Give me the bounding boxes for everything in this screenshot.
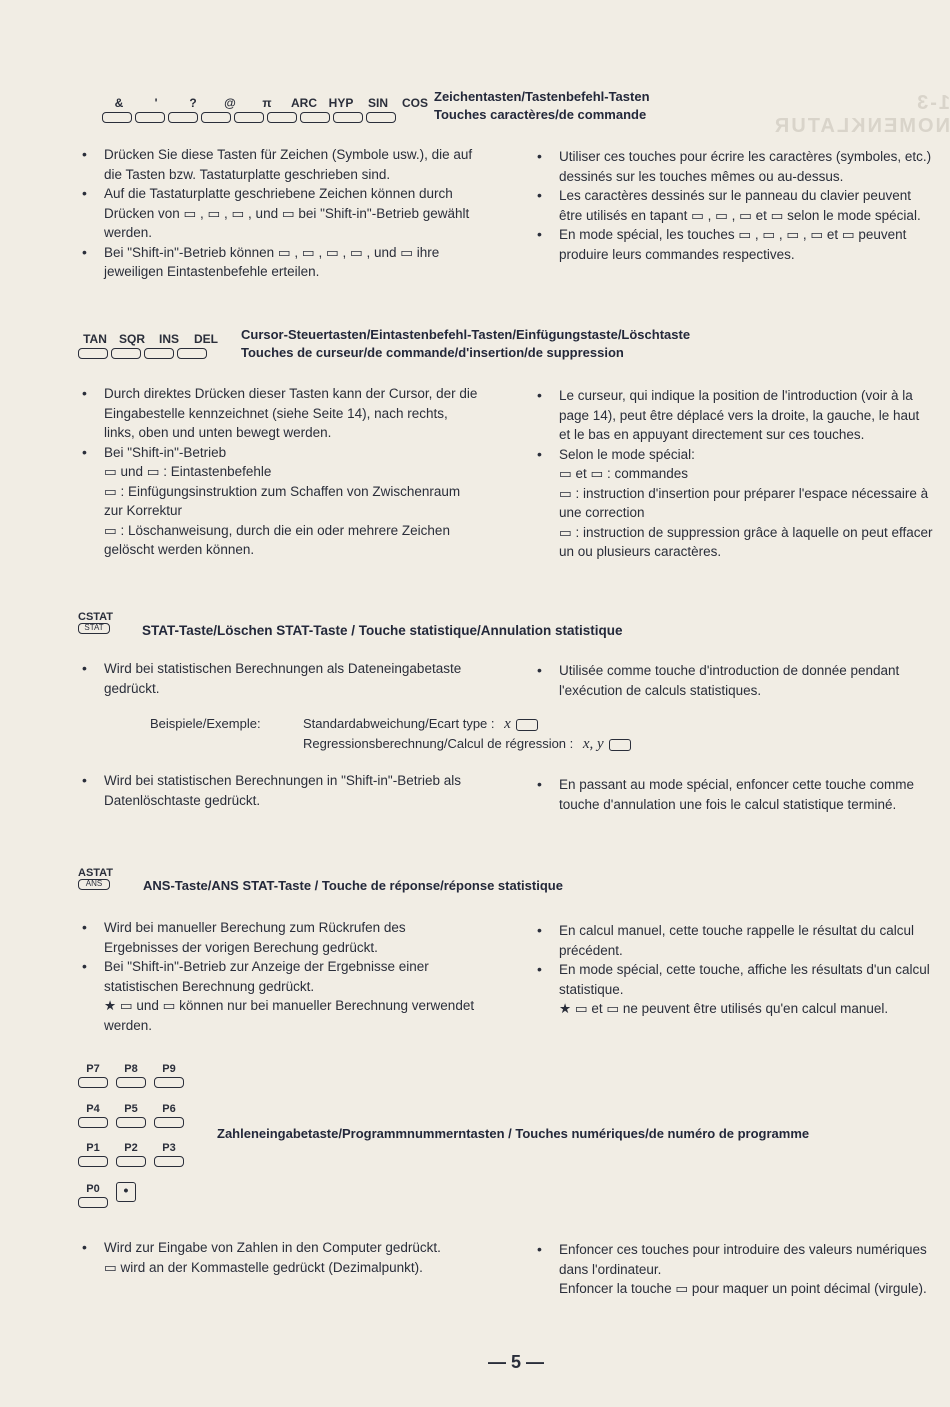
bullet-item: • Durch direktes Drücken dieser Tasten kann der Cursor, der die Eingabestelle kennzeichnet (siehe Seite 14), nach rechts, links, oben und unten bewegt werden. xyxy=(80,384,482,443)
cursor-key-row xyxy=(78,348,223,359)
key-p0 xyxy=(78,1183,108,1208)
ans-key-icon: ANS xyxy=(78,879,110,890)
key-icon xyxy=(116,1077,146,1088)
bullet-item: • Wird zur Eingabe von Zahlen in den Computer gedrückt. xyxy=(80,1238,482,1258)
sub-item: Enfoncer la touche ▭ pour maquer un point décimal (virgule). xyxy=(559,1281,927,1296)
bullet-item: • En calcul manuel, cette touche rappelle le résultat du calcul précédent. xyxy=(535,921,933,960)
key-label: HYP xyxy=(328,96,354,110)
bullet-item: • En mode spécial, les touches ▭ , ▭ , ▭ , ▭ et ▭ peuvent produire leurs commandes respectives. xyxy=(535,225,933,264)
key-icon xyxy=(78,1156,108,1167)
sec2-german-column xyxy=(80,384,482,560)
section-title-fr: Touches caractères/de commande xyxy=(434,107,647,122)
key-icon xyxy=(102,112,132,123)
key-icon xyxy=(78,348,108,359)
key-p6 xyxy=(154,1103,184,1128)
sec1-french-column xyxy=(535,147,933,264)
key-icon xyxy=(144,348,174,359)
key-icon xyxy=(234,112,264,123)
key-label: @ xyxy=(224,96,236,110)
key-top-label: CSTAT xyxy=(78,611,114,623)
example-variable: x xyxy=(504,716,511,732)
key-top-label: ASTAT xyxy=(78,867,114,879)
key-label: INS xyxy=(158,332,179,346)
bullet-item: • Selon le mode spécial: xyxy=(535,445,933,465)
key-label: P3 xyxy=(162,1142,176,1154)
key-label: P1 xyxy=(86,1142,100,1154)
section-title-de: Zeichentasten/Tastenbefehl-Tasten xyxy=(434,89,650,104)
key-icon xyxy=(333,112,363,123)
section-title: Zahleneingabetaste/Programmnummerntasten / Touches numériques/de numéro de programme xyxy=(217,1126,810,1141)
sec4-french-column xyxy=(535,921,933,1019)
key-label: P5 xyxy=(124,1103,138,1115)
bullet-item: • En mode spécial, cette touche, affiche les résultats d'un calcul statistique. xyxy=(535,960,933,999)
key-icon xyxy=(154,1156,184,1167)
key-label: ? xyxy=(189,96,197,110)
sec2-french-column xyxy=(535,386,933,562)
key-label: P7 xyxy=(86,1063,100,1075)
key-p2 xyxy=(116,1142,146,1167)
sec3-german-p2 xyxy=(80,771,482,810)
key-icon xyxy=(78,1117,108,1128)
sub-item: ▭ et ▭ : commandes xyxy=(559,466,689,481)
key-p5 xyxy=(116,1103,146,1128)
page-number: — 5 — xyxy=(488,1352,545,1372)
note-item: ★ ▭ et ▭ ne peuvent être utilisés qu'en calcul manuel. xyxy=(559,1001,889,1016)
bullet-item: • Enfoncer ces touches pour introduire des valeurs numériques dans l'ordinateur. xyxy=(535,1240,933,1279)
key-icon xyxy=(116,1156,146,1167)
sec5-german-column xyxy=(80,1238,482,1277)
sec5-french-column xyxy=(535,1240,933,1299)
key-p9 xyxy=(154,1063,184,1088)
key-label: P8 xyxy=(124,1063,138,1075)
key-label: & xyxy=(114,96,124,110)
cursor-keys-group xyxy=(78,332,223,359)
key-p8 xyxy=(116,1063,146,1088)
char-key-row xyxy=(102,112,432,123)
sub-item: ▭ : Löschanweisung, durch die ein oder mehrere Zeichen gelöscht werden können. xyxy=(104,522,450,557)
bullet-item: • Utiliser ces touches pour écrire les caractères (symboles, etc.) dessinés sur les touches mêmes ou au-dessus. xyxy=(535,147,933,186)
example-text: Standardabweichung/Ecart type : xyxy=(303,716,495,731)
sub-item: ▭ und ▭ : Eintastenbefehle xyxy=(104,464,272,479)
ans-key-group xyxy=(78,867,113,890)
key-icon xyxy=(300,112,330,123)
bullet-item: • Drücken Sie diese Tasten für Zeichen (Symbole usw.), die auf die Tasten bzw. Tastaturplatte geschrieben sind. xyxy=(80,145,482,184)
key-p1 xyxy=(78,1142,108,1167)
key-label: ARC xyxy=(291,96,317,110)
bullet-item: • Les caractères dessinés sur le panneau du clavier peuvent être utilisés en tapant ▭ , ▭ , ▭ et ▭ selon le mode spécial. xyxy=(535,186,933,225)
example-text: Regressionsberechnung/Calcul de régression : xyxy=(303,736,574,751)
section-title: ANS-Taste/ANS STAT-Taste / Touche de réponse/réponse statistique xyxy=(143,878,563,893)
key-label: P0 xyxy=(86,1183,100,1195)
example-variable: x, y xyxy=(582,736,604,752)
sub-item: ▭ : Einfügungsinstruktion zum Schaffen von Zwischenraum zur Korrektur xyxy=(104,483,461,518)
key-label: SIN xyxy=(367,96,388,110)
sec1-german-column xyxy=(80,145,482,282)
key-label: π xyxy=(262,96,272,110)
key-icon xyxy=(154,1117,184,1128)
key-label: ' xyxy=(154,96,158,110)
key-icon xyxy=(78,1197,108,1208)
key-icon xyxy=(201,112,231,123)
stat-key-icon: STAT xyxy=(78,623,110,634)
example-label: Beispiele/Exemple: xyxy=(150,716,261,731)
key-label: P9 xyxy=(162,1063,176,1075)
bullet-item: • Bei "Shift-in"-Betrieb zur Anzeige der Ergebnisse einer statistischen Berechnung gedrückt. xyxy=(80,957,482,996)
sec3-french-p1 xyxy=(535,661,933,700)
section-title-fr: Touches de curseur/de commande/d'insertion/de suppression xyxy=(241,345,624,360)
bullet-item: • Bei "Shift-in"-Betrieb xyxy=(80,443,482,463)
section-title: STAT-Taste/Löschen STAT-Taste / Touche statistique/Annulation statistique xyxy=(142,623,623,638)
example-line-1 xyxy=(303,714,540,734)
section-title-de: Cursor-Steuertasten/Eintastenbefehl-Tasten/Einfügungstaste/Löschtaste xyxy=(241,327,691,342)
key-label: DEL xyxy=(194,332,218,346)
sec4-german-column xyxy=(80,918,482,1035)
key-label: COS xyxy=(401,96,428,110)
char-keys-group xyxy=(102,96,432,123)
key-label: P2 xyxy=(124,1142,138,1154)
stat-key-group xyxy=(78,611,113,634)
key-label: TAN xyxy=(83,332,107,346)
example-line-2 xyxy=(303,734,633,754)
key-icon xyxy=(116,1117,146,1128)
key-icon xyxy=(78,1077,108,1088)
key-icon xyxy=(366,112,396,123)
mirrored-bleed-text: 1-3 NOMENKLATUR xyxy=(772,92,950,137)
key-icon xyxy=(168,112,198,123)
sub-item: ▭ wird an der Kommastelle gedrückt (Dezimalpunkt). xyxy=(104,1259,423,1275)
bullet-item: • Bei "Shift-in"-Betrieb können ▭ , ▭ , ▭ , ▭ , und ▭ ihre jeweiligen Eintastenbefehle erteilen. xyxy=(80,243,482,282)
bullet-item: • Auf die Tastaturplatte geschriebene Zeichen können durch Drücken von ▭ , ▭ , ▭ , und ▭ bei "Shift-in"-Betrieb gewählt werden. xyxy=(80,184,482,243)
note-item: ★ ▭ und ▭ können nur bei manueller Berechnung verwendet werden. xyxy=(104,998,475,1033)
sec3-french-p2 xyxy=(535,775,933,814)
bullet-item: • Wird bei statistischen Berechnungen als Dateneingabetaste gedrückt. xyxy=(80,659,482,698)
key-icon xyxy=(267,112,297,123)
key-icon xyxy=(135,112,165,123)
stat-key-icon xyxy=(516,719,538,731)
numeric-keypad xyxy=(78,1063,198,1213)
key-icon xyxy=(177,348,207,359)
key-icon xyxy=(154,1077,184,1088)
key-p3 xyxy=(154,1142,184,1167)
sec3-german-p1 xyxy=(80,659,482,698)
bullet-item: • Wird bei manueller Berechung zum Rückrufen des Ergebnisses der vorigen Berechung gedrückt. xyxy=(80,918,482,957)
key-icon xyxy=(111,348,141,359)
stat-key-icon xyxy=(609,739,631,751)
bullet-item: • En passant au mode spécial, enfoncer cette touche comme touche d'annulation une fois le calcul statistique terminé. xyxy=(535,775,933,814)
key-label: P4 xyxy=(86,1103,100,1115)
cursor-key-labels xyxy=(78,332,223,346)
char-key-labels xyxy=(102,96,432,110)
bullet-item: • Utilisée comme touche d'introduction de donnée pendant l'exécution de calculs statistiques. xyxy=(535,661,933,700)
key-label: SQR xyxy=(118,332,145,346)
sub-item: ▭ : instruction de suppression grâce à laquelle on peut effacer un ou plusieurs caractères. xyxy=(559,524,933,559)
bullet-item: • Le curseur, qui indique la position de l'introduction (voir à la page 14), peut être déplacé vers la droite, la gauche, le haut et le bas en appuyant directement sur ces touches. xyxy=(535,386,933,445)
key-p7 xyxy=(78,1063,108,1088)
key-label: P6 xyxy=(162,1103,176,1115)
key-p4 xyxy=(78,1103,108,1128)
sub-item: ▭ : instruction d'insertion pour préparer l'espace nécessaire à une correction xyxy=(559,485,929,520)
decimal-point-key-icon: • xyxy=(116,1182,136,1202)
bullet-item: • Wird bei statistischen Berechnungen in "Shift-in"-Betrieb als Datenlöschtaste gedrückt. xyxy=(80,771,482,810)
